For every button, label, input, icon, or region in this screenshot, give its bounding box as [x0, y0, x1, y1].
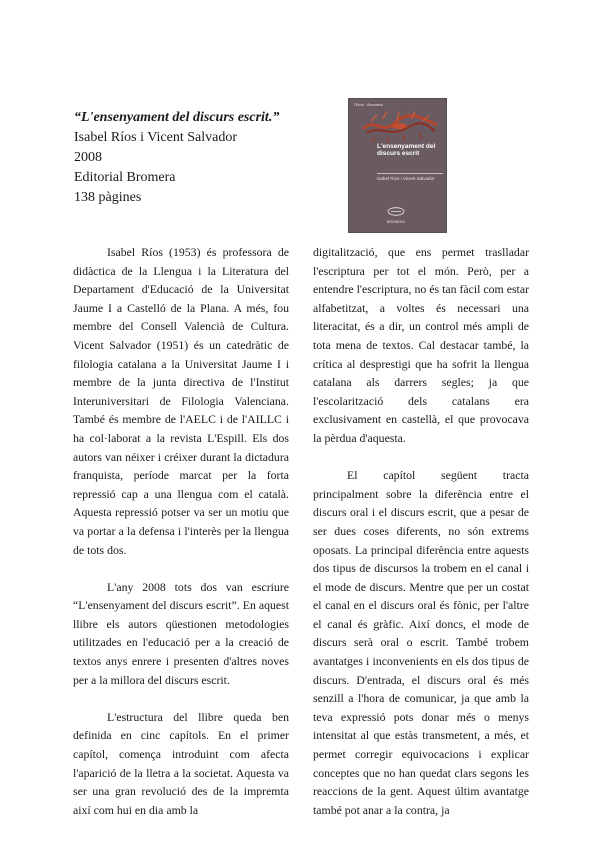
cover-illustration: [361, 107, 439, 143]
book-authors: Isabel Ríos i Vicent Salvador: [74, 130, 237, 145]
right-text-column: [313, 243, 529, 838]
book-title: “L'ensenyament del discurs escrit.”: [74, 110, 280, 125]
cover-authors: Isabel Ríos i Vicent Salvador: [377, 176, 435, 181]
paragraph: L'estructura del llibre queda ben definida en cinc capítols. En el primer capítol, comença introduint com afecta l'aparició de la lletra a la societat. Aquesta va ser una gran revolució des de la impremta així com hui en dia amb la: [73, 709, 289, 817]
book-cover-image: [349, 99, 446, 232]
left-text-column: [73, 243, 289, 838]
cover-publisher: BROMERA: [387, 220, 405, 224]
paragraph: digitalització, que ens permet traslladar l'escriptura per tot el món. Però, per a entendre l'escriptura, no és tan fàcil com estar alfabetitzat, a voltes és necessari una literacitat, és a dir, un control més ampli de tota mena de textos. Cal destacar també, la crítica al desprestigi que ha sofrit la llengua catalana als darrers segles; ja que l'escolarització dels catalans era exclusivament en castellà, el que provocava la pèrdua d'aquesta.: [313, 245, 529, 445]
book-pages: 138 pàgines: [74, 190, 142, 205]
book-year: 2008: [74, 150, 102, 165]
paragraph: Isabel Ríos (1953) és professora de didàctica de la Llengua i la Literatura del Departament d'Educació de la Universitat Jaume I a Castelló de la Plana. A més, fou membre del Consell Valencià de Cultura. Vicent Salvador (1951) és un catedràtic de filologia catalana a la Universitat Jaume I i membre de la junta directiva de l'Institut Interuniversitari de Filologia Valenciana. També és membre de l'AELC i de l'AILLC i ha col·laborat a la revista L'Espill. Els dos autors van néixer i créixer durant la dictadura franquista, període marcat per la forta repressió cap a una llengua com el català. Aquesta repressió potser va ser un motiu que va portar a la defensa i l'interès per la llengua de tots dos.: [73, 245, 289, 557]
publisher-logo-icon: [387, 207, 405, 216]
cover-title: L'ensenyament del discurs escrit: [377, 143, 436, 157]
paragraph: El capítol següent tracta principalment sobre la diferència entre el discurs oral i el discurs escrit, que a pesar de ser dues coses diferents, no són extrems oposats. La principal diferència entre aquests dos tipus de discursos la trobem en el canal i el mode de discurs. Mentre que per un costat el canal en el discurs oral és fònic, per l'altre el canal és gràfic. Així doncs, el mode de discurs serà oral o escrit. També trobem avantatges i inconvenients en els dos tipus de discurs. D'entrada, el discurs oral és més senzill a l'hora de comunicar, ja que amb la teva expressió pots donar més o menys intensitat al que estàs transmetent, a més, et permet corregir equivocacions i explicar conceptes que no han quedat clars segons les reaccions de la gent. Aquest últim avantatge també pot anar a la contra, ja: [313, 468, 529, 817]
book-header: [74, 108, 304, 208]
book-publisher: Editorial Bromera: [74, 170, 176, 185]
cover-divider: [377, 173, 443, 174]
cover-series: l'Eina · Bromera: [354, 102, 383, 107]
paragraph: L'any 2008 tots dos van escriure “L'ensenyament del discurs escrit”. En aquest llibre els autors qüestionen metodologies utilitzades en l'educació per a la creació de textos anys enrere i presenten d'altres noves per a la millora del discurs escrit.: [73, 579, 289, 687]
